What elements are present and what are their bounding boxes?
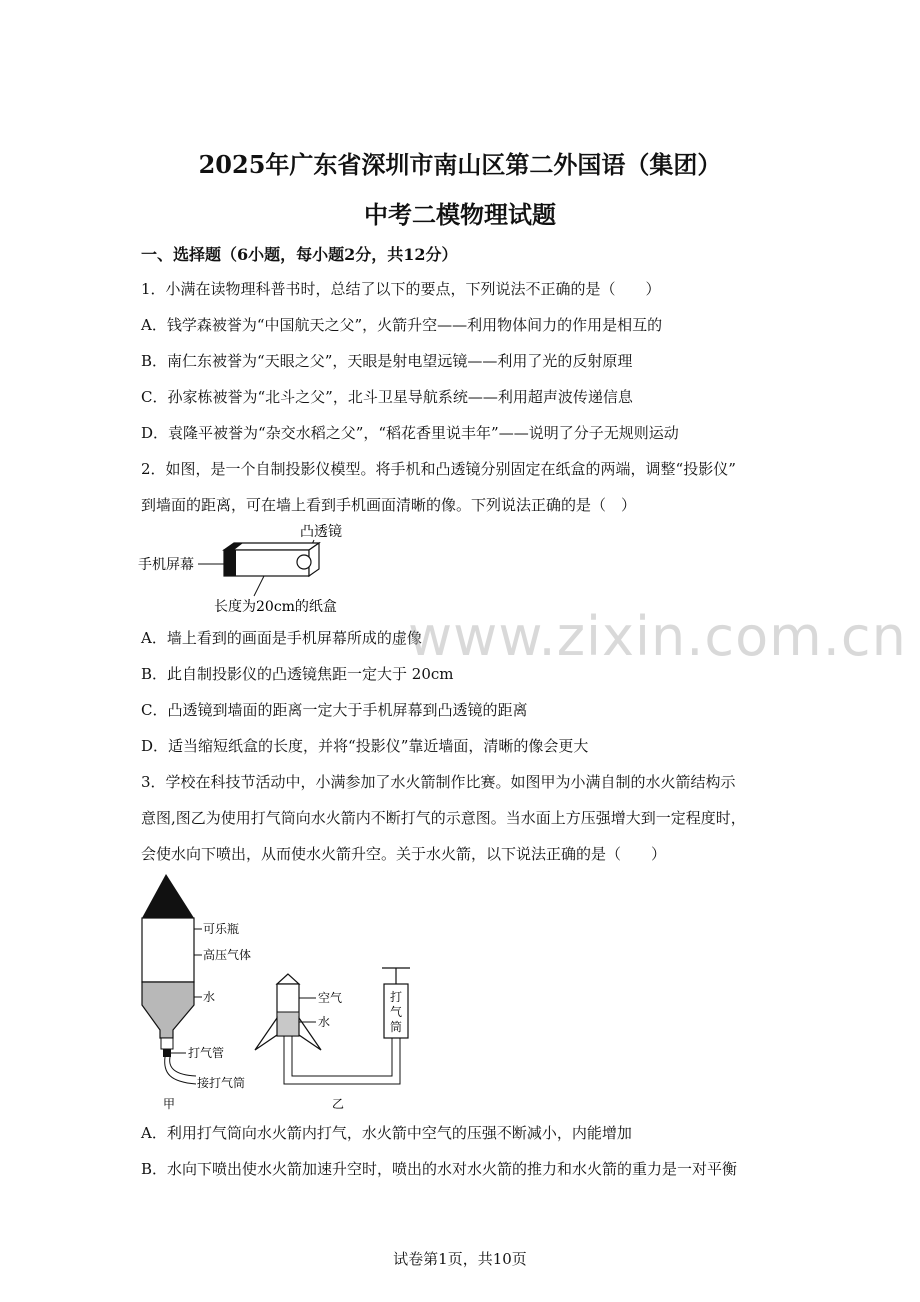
bottle-label: 可乐瓶 [203, 922, 240, 936]
pump-label-3: 筒 [390, 1020, 403, 1034]
rocket-water-section [142, 982, 194, 1038]
q2-option-a: A．墙上看到的画面是手机屏幕所成的虚像 [141, 629, 422, 647]
q3-stem-line-2: 意图,图乙为使用打气筒向水火箭内不断打气的示意图。当水面上方压强增大到一定程度时， [141, 809, 746, 827]
title-line-1: 2025年广东省深圳市南山区第二外国语（集团） [198, 150, 722, 179]
q2-option-b: B．此自制投影仪的凸透镜焦距一定大于 20cm [141, 665, 454, 683]
box-front [224, 550, 309, 576]
water-label-yi: 水 [318, 1015, 331, 1029]
projector-figure [136, 518, 366, 618]
page-footer: 试卷第1页，共10页 [393, 1250, 527, 1268]
q1-option-b: B．南仁东被誉为“天眼之父”，天眼是射电望远镜——利用了光的反射原理 [141, 352, 633, 370]
box-label: 长度为20cm的纸盒 [214, 599, 337, 615]
section-heading: 一、选择题（6小题，每小题2分，共12分） [141, 245, 458, 264]
gas-label: 高压气体 [203, 948, 252, 962]
q1-stem: 1．小满在读物理科普书时，总结了以下的要点，下列说法不正确的是（ ） [141, 280, 661, 298]
q2-stem-line-1: 2．如图，是一个自制投影仪模型。将手机和凸透镜分别固定在纸盒的两端，调整“投影仪” [141, 460, 736, 478]
caption-jia: 甲 [163, 1097, 176, 1111]
lens-label: 凸透镜 [300, 524, 342, 540]
hose-outer [284, 1036, 400, 1084]
q1-option-c: C．孙家栋被誉为“北斗之父”，北斗卫星导航系统——利用超声波传递信息 [141, 388, 633, 406]
q2-option-d: D．适当缩短纸盒的长度，并将“投影仪”靠近墙面，清晰的像会更大 [141, 737, 589, 755]
small-rocket-water [277, 1012, 299, 1036]
pump-label-1: 打 [390, 990, 403, 1004]
caption-yi: 乙 [332, 1097, 345, 1111]
q1-option-a: A．钱学森被誉为“中国航天之父”，火箭升空——利用物体间力的作用是相互的 [141, 316, 663, 334]
rocket-valve [163, 1049, 171, 1057]
rocket-nose-cone [142, 874, 194, 918]
air-label: 空气 [318, 991, 343, 1005]
connect-label: 接打气筒 [197, 1076, 246, 1090]
q2-stem-line-2: 到墙面的距离，可在墙上看到手机画面清晰的像。下列说法正确的是（ ） [141, 496, 637, 514]
water-label-jia: 水 [203, 990, 216, 1004]
screen-label: 手机屏幕 [138, 557, 194, 573]
rocket-nozzle [161, 1038, 173, 1049]
q3-stem-line-1: 3．学校在科技节活动中，小满参加了水火箭制作比赛。如图甲为小满自制的水火箭结构示 [141, 773, 736, 791]
left-fin [255, 1018, 277, 1050]
title-line-2: 中考二模物理试题 [364, 200, 556, 229]
phone-screen [224, 550, 236, 576]
box-leader-line [254, 576, 264, 596]
q3-stem-line-3: 会使水向下喷出，从而使水火箭升空。关于水火箭，以下说法正确的是（ ） [141, 845, 667, 863]
rocket-gas-section [142, 918, 194, 982]
water-rocket-figure [130, 870, 450, 1115]
lens-circle [297, 555, 311, 569]
pump-label-2: 气 [390, 1005, 403, 1019]
small-rocket-nose [277, 974, 299, 984]
watermark: www.zixin.com.cn [408, 605, 907, 668]
tube-label: 打气管 [188, 1046, 225, 1060]
hose-inner [292, 1036, 392, 1076]
q3-option-a: A．利用打气筒向水火箭内打气，水火箭中空气的压强不断减小，内能增加 [141, 1124, 632, 1142]
q1-option-d: D．袁隆平被誉为“杂交水稻之父”，“稻花香里说丰年”——说明了分子无规则运动 [141, 424, 679, 442]
q2-option-c: C．凸透镜到墙面的距离一定大于手机屏幕到凸透镜的距离 [141, 701, 528, 719]
q3-option-b: B．水向下喷出使水火箭加速升空时，喷出的水对水火箭的推力和水火箭的重力是一对平衡 [141, 1160, 738, 1178]
